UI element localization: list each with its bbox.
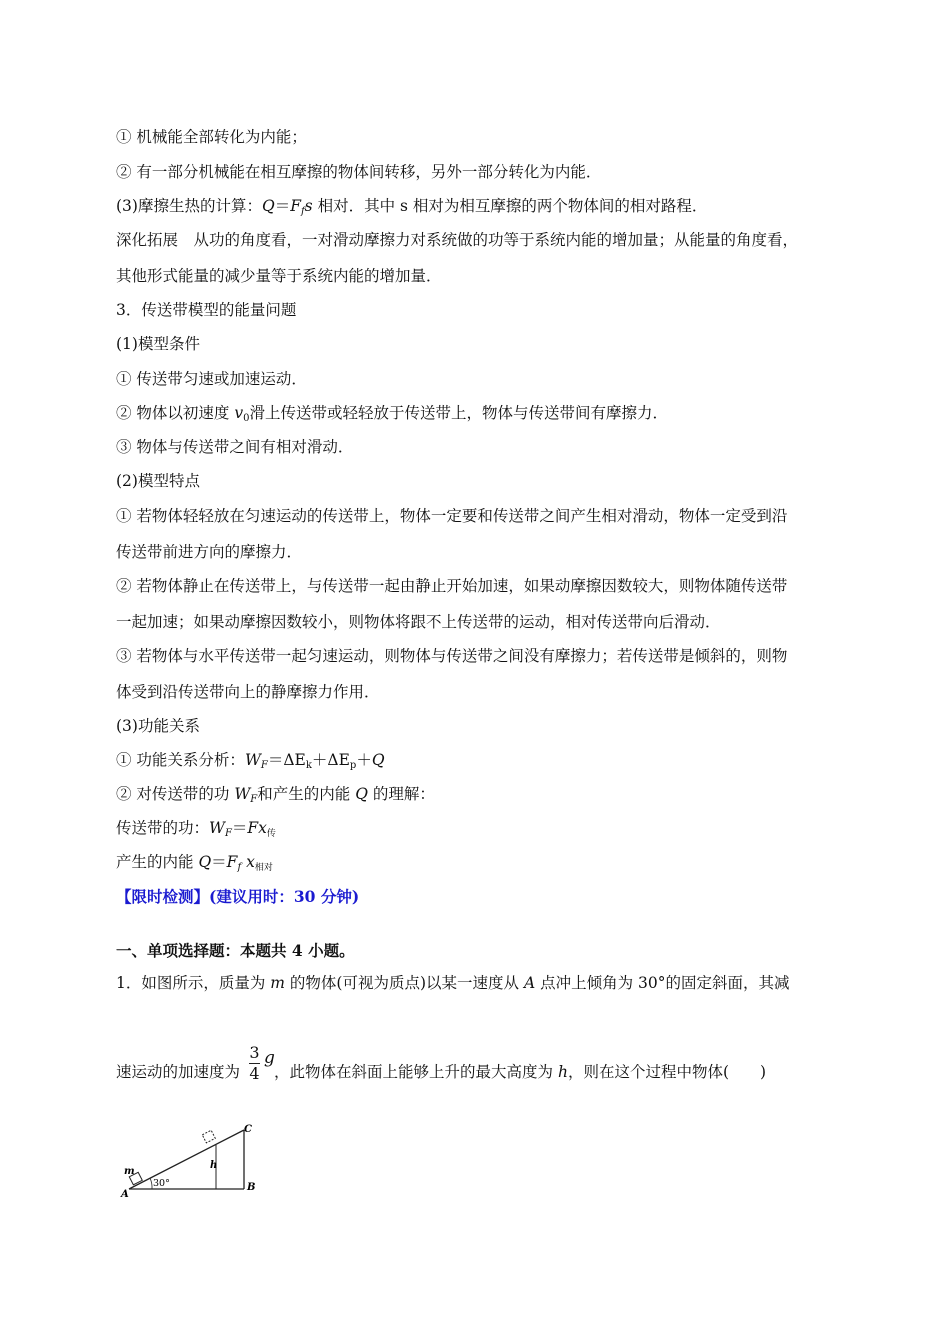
text-line xyxy=(116,541,302,563)
math-var: W xyxy=(234,785,251,803)
line-text: 传送带的功： xyxy=(116,819,210,837)
line-text: ② 物体以初速度 xyxy=(116,404,235,422)
incline-diagram xyxy=(116,1118,276,1204)
math-sub: p xyxy=(349,760,357,771)
math-var: Fx xyxy=(247,819,267,837)
line-text: 的物体(可视为质点)以某一速度从 xyxy=(285,974,524,992)
line-text: 产生的内能 xyxy=(116,853,199,871)
math-text: ＋ΔE xyxy=(311,751,350,769)
line-text: ① 若物体轻轻放在匀速运动的传送带上，物体一定要和传送带之间产生相对滑动，物体一定受到沿 xyxy=(116,507,788,525)
line-text: (3)功能关系 xyxy=(116,717,200,735)
text-line xyxy=(116,505,787,527)
text-line xyxy=(116,783,435,811)
text-line xyxy=(116,195,707,223)
math-var: Q xyxy=(198,853,212,871)
fraction-numerator: 3 xyxy=(249,1043,260,1062)
label-m: m xyxy=(124,1166,135,1177)
math-text: ＝ΔE xyxy=(267,751,306,769)
line-text: 1．如图所示，质量为 xyxy=(116,974,271,992)
line-text: 相对．其中 s 相对为相互摩擦的两个物体间的相对路程． xyxy=(312,197,708,215)
line-text: ① 功能关系分析： xyxy=(116,751,245,769)
math-sub: f xyxy=(300,206,305,217)
line-text: 点冲上倾角为 30°的固定斜面，其减 xyxy=(535,974,790,992)
math-sub: 0 xyxy=(243,413,250,424)
math-sub: 传 xyxy=(266,829,276,839)
text-line xyxy=(116,715,200,737)
label-b: B xyxy=(247,1182,256,1193)
math-var: A xyxy=(523,974,536,992)
label-h: h xyxy=(210,1160,218,1171)
text-line xyxy=(116,817,276,845)
text-line xyxy=(116,470,200,492)
line-text: ③ 物体与传送带之间有相对滑动． xyxy=(116,438,354,456)
label-a: A xyxy=(121,1189,129,1200)
line-text: ② 若物体静止在传送带上，与传送带一起由静止开始加速，如果动摩擦因数较大，则物体随传送带 xyxy=(116,577,788,595)
line-text: 传送带前进方向的摩擦力． xyxy=(116,543,303,561)
text-line xyxy=(116,126,307,148)
line-text: (2)模型特点 xyxy=(116,472,200,490)
math-var: Q xyxy=(371,751,385,769)
line-text: (1)模型条件 xyxy=(116,335,200,353)
math-var: F xyxy=(226,853,238,871)
math-op: ＝ xyxy=(231,819,248,837)
text-line xyxy=(116,299,296,321)
line-text: ，则在这个过程中物体( ) xyxy=(567,1063,767,1081)
label-angle: 30° xyxy=(153,1178,170,1189)
math-var: m xyxy=(270,974,285,992)
incline-slope xyxy=(129,1130,244,1189)
line-text: 一起加速；如果动摩擦因数较小，则物体将跟不上传送带的运动，相对传送带向后滑动． xyxy=(116,613,721,631)
line-text: ① 机械能全部转化为内能； xyxy=(116,128,307,146)
text-line xyxy=(116,333,200,355)
text-line xyxy=(116,972,790,994)
math-sub: F xyxy=(260,760,268,771)
line-text: 和产生的内能 xyxy=(257,785,356,803)
section-heading: (建议用时：30 分钟) xyxy=(209,887,360,906)
math-var: s xyxy=(304,197,313,215)
math-var: x xyxy=(241,853,255,871)
math-var: F xyxy=(290,197,301,215)
math-sub: 相对 xyxy=(254,863,273,873)
text-line xyxy=(116,611,721,633)
text-line xyxy=(116,940,355,962)
math-op: ＝ xyxy=(211,853,227,871)
line-text: ① 传送带匀速或加速运动． xyxy=(116,370,307,388)
math-sub: F xyxy=(224,828,232,839)
math-op: ＋ xyxy=(356,751,372,769)
text-line xyxy=(116,645,787,667)
math-var: W xyxy=(244,751,261,769)
math-sub: f xyxy=(237,862,242,873)
math-op: ＝ xyxy=(274,197,291,215)
line-text: 滑上传送带或轻轻放于传送带上，物体与传送带间有摩擦力． xyxy=(249,404,669,422)
label-c: C xyxy=(244,1124,252,1135)
math-var: g xyxy=(264,1048,275,1068)
text-line xyxy=(116,749,385,777)
math-var: h xyxy=(557,1063,568,1081)
text-line xyxy=(116,1061,766,1083)
line-text: 深化拓展 从功的角度看，一对滑动摩擦力对系统做的功等于系统内能的增加量；从能量的角度看， xyxy=(116,231,799,249)
text-line xyxy=(116,368,307,390)
line-text: ② 对传送带的功 xyxy=(116,785,235,803)
text-line xyxy=(116,681,380,703)
text-line xyxy=(116,229,798,251)
line-text: 其他形式能量的减少量等于系统内能的增加量． xyxy=(116,267,442,285)
fraction-denominator: 4 xyxy=(249,1064,260,1083)
section-heading: 3．传送带模型的能量问题 xyxy=(116,301,297,319)
line-text: 速运动的加速度为 xyxy=(116,1063,241,1081)
text-line xyxy=(116,402,668,430)
text-line xyxy=(116,436,353,458)
line-text: 的理解： xyxy=(367,785,435,803)
text-line xyxy=(116,851,273,879)
angle-arc xyxy=(150,1178,152,1189)
line-text: ③ 若物体与水平传送带一起匀速运动，则物体与传送带之间没有摩擦力；若传送带是倾斜的，则物 xyxy=(116,647,788,665)
math-sub: F xyxy=(250,794,258,805)
text-line xyxy=(116,575,787,597)
math-var: v xyxy=(234,404,244,422)
math-var: Q xyxy=(261,197,275,215)
line-text: ② 有一部分机械能在相互摩擦的物体间转移，另外一部分转化为内能． xyxy=(116,163,602,181)
block-top-dashed xyxy=(202,1130,215,1143)
math-var: Q xyxy=(355,785,368,803)
text-line xyxy=(116,265,442,287)
line-text: ，此物体在斜面上能够上升的最大高度为 xyxy=(274,1063,558,1081)
line-text: 体受到沿传送带向上的静摩擦力作用． xyxy=(116,683,380,701)
section-heading: 一、单项选择题：本题共 4 小题。 xyxy=(116,941,355,960)
section-heading: 【限时检测】 xyxy=(116,887,210,906)
math-sub: k xyxy=(305,760,312,771)
text-line xyxy=(116,886,359,908)
text-line xyxy=(116,161,601,183)
line-text: (3)摩擦生热的计算： xyxy=(116,197,262,215)
math-var: W xyxy=(209,819,225,837)
